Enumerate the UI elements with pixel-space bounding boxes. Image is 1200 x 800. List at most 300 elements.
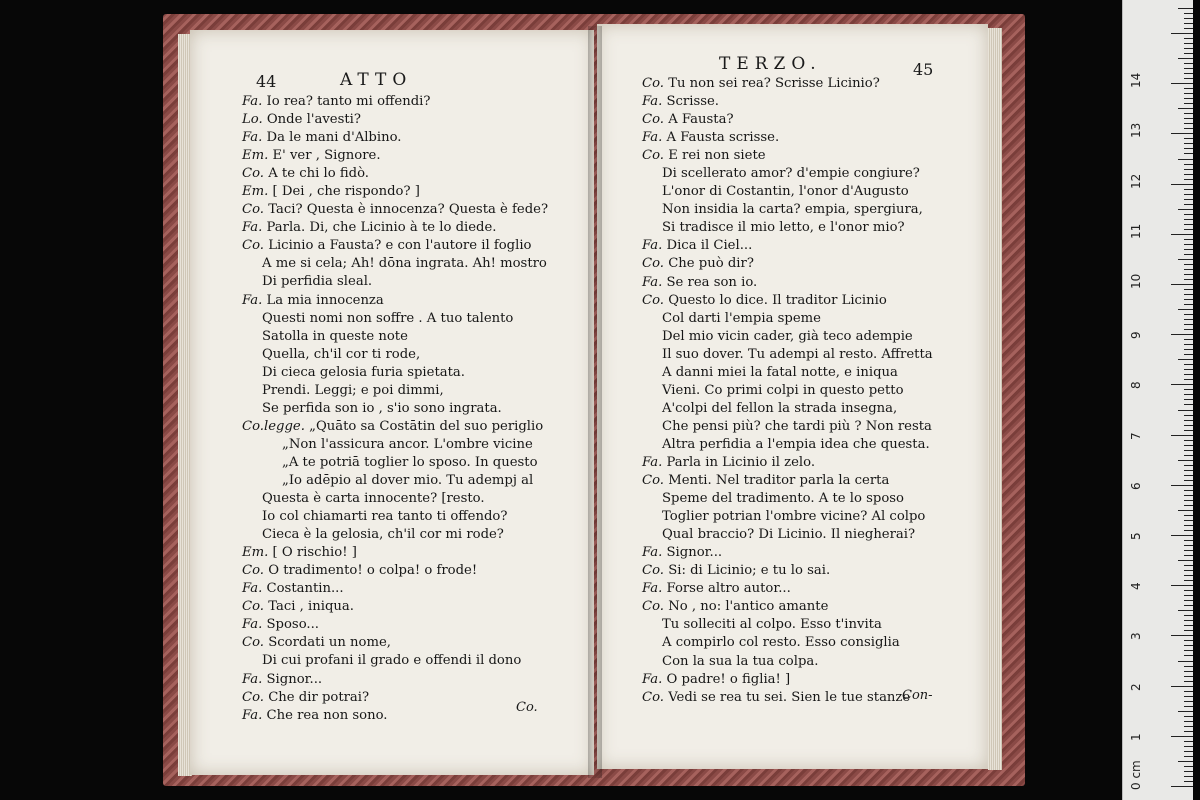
speaker-label: Fa. [242, 130, 263, 146]
text-line [242, 616, 548, 634]
text-line [642, 689, 933, 707]
ruler-tick [1171, 435, 1193, 436]
speaker-label: Co. [642, 689, 664, 705]
speaker-label: Fa. [642, 130, 663, 146]
text-line [642, 147, 933, 165]
line-text: Licinio a Fausta? e con l'autore il foglio [268, 238, 532, 254]
line-text: Questa è carta innocente? [resto. [262, 491, 485, 507]
line-text: Quella, ch'il cor ti rode, [262, 346, 421, 362]
text-line [242, 111, 548, 129]
speaker-label: Co. [242, 166, 264, 182]
ruler-tick [1184, 480, 1193, 481]
line-text: Si: di Licinio; e tu lo sai. [668, 563, 831, 579]
line-text: Forse altro autor... [666, 581, 791, 597]
line-text: A'colpi del fellon la strada insegna, [662, 400, 898, 416]
text-line [642, 436, 933, 454]
text-line [642, 616, 933, 634]
ruler-tick [1184, 495, 1193, 496]
ruler-tick [1184, 374, 1193, 375]
ruler-tick [1184, 169, 1193, 170]
ruler-label: 11 [1129, 223, 1143, 239]
ruler-tick [1184, 118, 1193, 119]
ruler-tick [1171, 485, 1193, 486]
speaker-label: Em. [242, 184, 269, 200]
line-text: O tradimento! o colpa! o frode! [268, 563, 478, 579]
ruler-tick [1184, 113, 1193, 114]
ruler-tick [1178, 610, 1193, 611]
ruler-tick [1184, 706, 1193, 707]
ruler-tick [1184, 349, 1193, 350]
ruler-tick [1184, 470, 1193, 471]
ruler-tick [1184, 475, 1193, 476]
line-text: Tu non sei rea? Scrisse Licinio? [668, 76, 880, 91]
ruler-tick [1184, 655, 1193, 656]
ruler-tick [1178, 560, 1193, 561]
line-text: Che rea non sono. [266, 707, 388, 723]
line-text: „Io adēpio al dover mio. Tu adempj al [282, 472, 534, 488]
ruler-tick [1178, 510, 1193, 511]
line-text: Di scellerato amor? d'empie congiure? [662, 166, 920, 182]
text-line [642, 129, 933, 147]
text-line [242, 671, 548, 689]
right-page [597, 24, 988, 769]
text-line [642, 472, 933, 490]
line-text: Si tradisce il mio letto, e l'onor mio? [662, 220, 905, 236]
ruler-tick [1184, 329, 1193, 330]
ruler-tick [1171, 786, 1193, 787]
ruler-label: 14 [1129, 72, 1143, 89]
text-line [242, 598, 548, 616]
ruler-label: 9 [1129, 331, 1143, 340]
ruler-tick [1184, 269, 1193, 270]
ruler-tick [1184, 138, 1193, 139]
text-line [642, 544, 933, 562]
ruler-tick [1184, 339, 1193, 340]
text-line [642, 671, 933, 689]
text-line [642, 111, 933, 129]
ruler-tick [1184, 123, 1193, 124]
line-text: Scrisse. [666, 94, 719, 110]
text-line [642, 310, 933, 328]
speaker-label: Co. [242, 599, 264, 615]
text-line [242, 273, 548, 291]
ruler-tick [1184, 756, 1193, 757]
ruler-tick [1184, 153, 1193, 154]
speaker-label: Co. [242, 238, 264, 254]
text-line [242, 364, 548, 382]
ruler-tick [1184, 445, 1193, 446]
line-text: Onde l'avesti? [266, 112, 361, 128]
ruler-tick [1184, 766, 1193, 767]
ruler-tick [1178, 410, 1193, 411]
ruler-tick [1184, 605, 1193, 606]
line-text: Signor... [266, 671, 323, 687]
text-line [642, 454, 933, 472]
text-line [242, 129, 548, 147]
speaker-label: Fa. [642, 238, 663, 254]
ruler-label: 13 [1129, 123, 1143, 139]
ruler-tick [1184, 103, 1193, 104]
ruler-tick [1184, 440, 1193, 441]
ruler-tick [1184, 289, 1193, 290]
ruler-tick [1184, 465, 1193, 466]
ruler-tick [1184, 379, 1193, 380]
ruler-tick [1184, 28, 1193, 29]
ruler-tick [1184, 490, 1193, 491]
ruler-tick [1171, 585, 1193, 586]
ruler-label: 4 [1129, 582, 1143, 591]
ruler-label: 7 [1129, 431, 1143, 440]
ruler-label: 5 [1129, 532, 1143, 540]
left-page [190, 30, 594, 775]
ruler-label: 10 [1129, 273, 1143, 289]
ruler-tick [1184, 450, 1193, 451]
line-text: No , no: l'antico amante [668, 599, 829, 615]
line-text: „Quāto sa Costātin del suo periglio [309, 418, 544, 434]
ruler-tick [1184, 625, 1193, 626]
speaker-label: Co. [642, 473, 664, 489]
ruler-tick [1171, 736, 1193, 737]
book-gutter [588, 26, 602, 778]
line-text: Toglier potrian l'ombre vicine? Al colpo [662, 509, 926, 525]
ruler-tick [1184, 671, 1193, 672]
ruler-tick [1184, 746, 1193, 747]
ruler-tick [1184, 580, 1193, 581]
line-text: A te chi lo fidò. [268, 166, 369, 182]
speaker-label: Lo. [242, 112, 263, 128]
line-text: Parla in Licinio il zelo. [666, 454, 816, 470]
line-text: Speme del tradimento. A te lo sposo [662, 491, 904, 507]
line-text: Costantin... [266, 581, 344, 597]
speaker-label: Fa. [242, 292, 263, 308]
right-page-edges [988, 28, 1002, 770]
line-text: Signor... [666, 545, 723, 561]
ruler-tick [1184, 640, 1193, 641]
text-line [242, 634, 548, 652]
ruler-tick [1184, 570, 1193, 571]
text-line [242, 292, 548, 310]
line-text: Che può dir? [668, 256, 754, 272]
ruler-tick [1184, 174, 1193, 175]
ruler-tick [1184, 751, 1193, 752]
line-text: Qual braccio? Di Licinio. Il niegherai? [662, 527, 916, 543]
measuring-ruler [1122, 0, 1193, 800]
ruler-tick [1178, 259, 1193, 260]
ruler-tick [1184, 590, 1193, 591]
ruler-tick [1184, 430, 1193, 431]
ruler-tick [1184, 650, 1193, 651]
text-line [642, 237, 933, 255]
ruler-tick [1184, 721, 1193, 722]
line-text: Non insidia la carta? empia, spergiura, [662, 202, 923, 218]
ruler-tick [1184, 415, 1193, 416]
line-text: Da le mani d'Albino. [266, 130, 402, 146]
text-line [642, 526, 933, 544]
ruler-tick [1171, 184, 1193, 185]
speaker-label: Fa. [242, 581, 263, 597]
ruler-tick [1184, 314, 1193, 315]
ruler-tick [1184, 399, 1193, 400]
line-text: E rei non siete [668, 148, 766, 164]
ruler-tick [1184, 676, 1193, 677]
ruler-tick [1184, 595, 1193, 596]
ruler-tick [1184, 18, 1193, 19]
ruler-tick [1184, 555, 1193, 556]
ruler-tick [1184, 565, 1193, 566]
speaker-label: Em. [242, 148, 269, 164]
ruler-tick [1184, 194, 1193, 195]
ruler-tick [1184, 199, 1193, 200]
ruler-tick [1178, 8, 1193, 9]
text-line [242, 147, 548, 165]
text-line [242, 508, 548, 526]
line-text: Il suo dover. Tu adempi al resto. Affretta [662, 346, 933, 362]
ruler-tick [1184, 148, 1193, 149]
text-line [242, 544, 548, 562]
ruler-tick [1184, 781, 1193, 782]
ruler-tick [1178, 209, 1193, 210]
text-line [242, 707, 548, 725]
ruler-tick [1184, 404, 1193, 405]
text-line [242, 165, 548, 183]
ruler-tick [1184, 48, 1193, 49]
ruler-tick [1184, 299, 1193, 300]
line-text: Sposo... [266, 617, 319, 633]
text-line [242, 219, 548, 237]
line-text: O padre! o figlia! ] [666, 671, 791, 687]
text-line [642, 382, 933, 400]
ruler-tick [1184, 726, 1193, 727]
line-text: Prendi. Leggi; e poi dimmi, [262, 382, 444, 398]
speaker-label: Co. [642, 563, 664, 579]
ruler-tick [1184, 776, 1193, 777]
ruler-tick [1184, 515, 1193, 516]
speaker-label: Co.legge. [242, 418, 305, 434]
text-line [642, 364, 933, 382]
ruler-tick [1178, 58, 1193, 59]
ruler-tick [1171, 334, 1193, 335]
ruler-tick [1184, 645, 1193, 646]
speaker-label: Fa. [642, 671, 663, 687]
speaker-label: Fa. [642, 94, 663, 110]
text-line [642, 75, 933, 93]
text-line [642, 183, 933, 201]
line-text: Di cui profani il grado e offendi il dono [262, 653, 522, 669]
ruler-tick [1171, 635, 1193, 636]
ruler-tick [1184, 394, 1193, 395]
ruler-tick [1184, 38, 1193, 39]
line-text: A compirlo col resto. Esso consiglia [662, 635, 900, 651]
text-line [242, 255, 548, 273]
line-text: A me si cela; Ah! dōna ingrata. Ah! mostro [262, 256, 547, 272]
text-line [242, 346, 548, 364]
text-line [242, 689, 548, 707]
ruler-tick [1184, 179, 1193, 180]
ruler-tick [1184, 304, 1193, 305]
speaker-label: Co. [642, 256, 664, 272]
ruler-tick [1184, 600, 1193, 601]
line-text: Con la sua la tua colpa. [662, 653, 819, 669]
text-line [242, 418, 548, 436]
ruler-tick [1184, 716, 1193, 717]
ruler-tick [1184, 274, 1193, 275]
ruler-tick [1171, 83, 1193, 84]
text-line [642, 165, 933, 183]
ruler-tick [1184, 455, 1193, 456]
left-catchword: Co. [516, 700, 538, 715]
ruler-label: 0 cm [1129, 760, 1143, 790]
line-text: Parla. Di, che Licinio à te lo diede. [266, 220, 497, 236]
line-text: Questo lo dice. Il traditor Licinio [668, 292, 887, 308]
ruler-tick [1184, 389, 1193, 390]
text-line [242, 490, 548, 508]
line-text: Altra perfidia a l'empia idea che questa. [662, 436, 930, 452]
text-line [242, 310, 548, 328]
ruler-tick [1184, 575, 1193, 576]
ruler-tick [1171, 686, 1193, 687]
text-line [242, 562, 548, 580]
ruler-tick [1184, 93, 1193, 94]
ruler-tick [1184, 354, 1193, 355]
speaker-label: Fa. [242, 671, 263, 687]
text-line [242, 454, 548, 472]
line-text: La mia innocenza [266, 292, 384, 308]
ruler-tick [1184, 279, 1193, 280]
ruler-label: 3 [1129, 632, 1143, 641]
ruler-tick [1178, 661, 1193, 662]
ruler-tick [1184, 319, 1193, 320]
ruler-tick [1184, 43, 1193, 44]
speaker-label: Fa. [642, 545, 663, 561]
ruler-tick [1184, 214, 1193, 215]
ruler-tick [1184, 53, 1193, 54]
ruler-tick [1184, 68, 1193, 69]
ruler-tick [1184, 630, 1193, 631]
line-text: „A te potriā toglier lo sposo. In questo [282, 454, 538, 470]
line-text: Se rea son io. [666, 274, 758, 290]
text-line [642, 580, 933, 598]
ruler-label: 6 [1129, 482, 1143, 490]
line-text: Di cieca gelosia furia spietata. [262, 364, 465, 380]
line-text: Io rea? tanto mi offendi? [266, 94, 431, 109]
right-page-number: 45 [913, 60, 934, 79]
ruler-tick [1178, 108, 1193, 109]
ruler-tick [1178, 761, 1193, 762]
ruler-tick [1184, 264, 1193, 265]
speaker-label: Co. [242, 689, 264, 705]
ruler-tick [1184, 615, 1193, 616]
text-line [642, 328, 933, 346]
ruler-tick [1184, 691, 1193, 692]
speaker-label: Fa. [642, 454, 663, 470]
ruler-label: 12 [1129, 173, 1143, 189]
line-text: [ O rischio! ] [272, 545, 357, 561]
ruler-tick [1184, 696, 1193, 697]
text-line [642, 400, 933, 418]
line-text: Che dir potrai? [268, 689, 370, 705]
line-text: „Non l'assicura ancor. L'ombre vicine [282, 436, 533, 452]
text-line [242, 93, 548, 111]
line-text: Taci? Questa è innocenza? Questa è fede? [268, 202, 549, 218]
line-text: A danni miei la fatal notte, e iniqua [662, 364, 898, 380]
ruler-tick [1184, 143, 1193, 144]
ruler-tick [1184, 344, 1193, 345]
line-text: Taci , iniqua. [268, 599, 354, 615]
ruler-label: 2 [1129, 682, 1143, 691]
text-line [642, 490, 933, 508]
ruler-tick [1184, 425, 1193, 426]
ruler-tick [1184, 23, 1193, 24]
text-line [642, 634, 933, 652]
ruler-tick [1184, 771, 1193, 772]
ruler-tick [1184, 364, 1193, 365]
ruler-tick [1184, 239, 1193, 240]
text-line [642, 292, 933, 310]
ruler-tick [1184, 369, 1193, 370]
text-line [642, 653, 933, 671]
ruler-tick [1171, 535, 1193, 536]
ruler-tick [1184, 98, 1193, 99]
speaker-label: Co. [642, 76, 664, 91]
ruler-tick [1184, 500, 1193, 501]
speaker-label: Fa. [642, 581, 663, 597]
ruler-tick [1171, 33, 1193, 34]
text-line [242, 237, 548, 255]
text-line [242, 201, 548, 219]
speaker-label: Em. [242, 545, 269, 561]
speaker-label: Co. [642, 599, 664, 615]
line-text: Dica il Ciel... [666, 238, 753, 254]
ruler-tick [1178, 460, 1193, 461]
ruler-tick [1184, 505, 1193, 506]
speaker-label: Co. [642, 148, 664, 164]
speaker-label: Fa. [242, 94, 263, 109]
ruler-label: 1 [1129, 733, 1143, 741]
ruler-label: 8 [1129, 381, 1143, 390]
text-line [642, 93, 933, 111]
text-line [242, 328, 548, 346]
right-running-head: TERZO. [719, 54, 822, 74]
speaker-label: Fa. [642, 274, 663, 290]
line-text: Del mio vicin cader, già teco adempie [662, 328, 913, 344]
text-line [242, 652, 548, 670]
ruler-tick [1184, 204, 1193, 205]
line-text: Se perfida son io , s'io sono ingrata. [262, 400, 502, 416]
line-text: Satolla in queste note [262, 328, 408, 344]
ruler-tick [1184, 324, 1193, 325]
line-text: Vedi se rea tu sei. Sien le tue stanze [668, 689, 911, 705]
ruler-tick [1184, 219, 1193, 220]
ruler-tick [1184, 13, 1193, 14]
ruler-tick [1184, 224, 1193, 225]
ruler-tick [1184, 189, 1193, 190]
text-line [642, 346, 933, 364]
ruler-tick [1184, 244, 1193, 245]
text-line [242, 472, 548, 490]
ruler-tick [1184, 550, 1193, 551]
speaker-label: Fa. [242, 617, 263, 633]
text-line [642, 508, 933, 526]
ruler-tick [1184, 73, 1193, 74]
line-text: Cieca è la gelosia, ch'il cor mi rode? [262, 527, 504, 543]
line-text: A Fausta scrisse. [666, 130, 780, 146]
speaker-label: Co. [642, 112, 664, 128]
ruler-tick [1171, 384, 1193, 385]
ruler-tick [1184, 128, 1193, 129]
line-text: E' ver , Signore. [272, 148, 381, 164]
text-line [242, 183, 548, 201]
text-line [242, 382, 548, 400]
